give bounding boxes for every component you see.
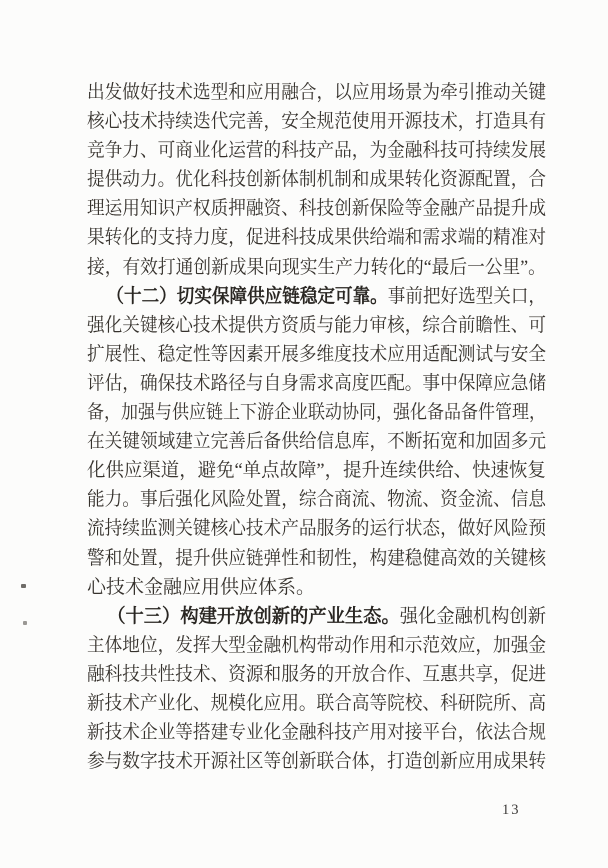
text-line bbox=[87, 107, 547, 136]
line-text: 强化关键核心技术提供方资质与能力审核，综合前瞻性、可 bbox=[87, 314, 547, 336]
text-line bbox=[87, 456, 546, 485]
line-text: 竞争力、可商业化运营的科技产品，为金融科技可持续发展 bbox=[87, 140, 547, 162]
line-text: 核心技术持续迭代完善，安全规范使用开源技术，打造具有 bbox=[87, 111, 547, 133]
text-line bbox=[87, 689, 547, 718]
line-text: 能力。事后强化风险处置，综合商流、物流、资金流、信息 bbox=[87, 489, 547, 511]
text-block bbox=[87, 78, 546, 776]
text-line bbox=[87, 718, 547, 747]
line-text: 扩展性、稳定性等因素开展多维度技术应用适配测试与安全 bbox=[87, 343, 547, 365]
section-heading: （十二）切实保障供应链稳定可靠。 bbox=[106, 285, 388, 307]
text-line bbox=[87, 223, 547, 252]
scan-speck bbox=[21, 584, 26, 588]
text-line bbox=[87, 136, 547, 165]
line-text: 事前把好选型关口， bbox=[387, 285, 547, 307]
text-line bbox=[87, 573, 546, 602]
text-line bbox=[87, 544, 547, 573]
paragraph-start-line bbox=[87, 282, 547, 311]
paragraph-start-line bbox=[87, 602, 547, 631]
text-line bbox=[87, 514, 547, 543]
line-text: 在关键领域建立完善后备供给信息库，不断拓宽和加固多元 bbox=[87, 431, 547, 453]
text-line bbox=[87, 253, 546, 282]
line-text: 化供应渠道，避免“单点故障”，提升连续供给、快速恢复 bbox=[87, 460, 546, 482]
text-line bbox=[87, 427, 547, 456]
text-line bbox=[87, 78, 547, 107]
text-line bbox=[87, 165, 547, 194]
line-text: 出发做好技术选型和应用融合，以应用场景为牵引推动关键 bbox=[87, 82, 547, 103]
line-text: 理运用知识产权质押融资、科技创新保险等金融产品提升成 bbox=[87, 198, 547, 220]
scan-speck bbox=[23, 621, 27, 625]
section-heading: （十三）构建开放创新的产业生态。 bbox=[107, 605, 400, 627]
text-line bbox=[87, 311, 547, 340]
text-line bbox=[87, 369, 547, 398]
line-text: 果转化的支持力度，促进科技成果供给端和需求端的精准对 bbox=[87, 227, 547, 249]
line-text: 提供动力。优化科技创新体制机制和成果转化资源配置，合 bbox=[87, 169, 547, 191]
line-text: 新技术产业化、规模化应用。联合高等院校、科研院所、高 bbox=[87, 692, 547, 714]
text-line bbox=[87, 485, 547, 514]
page-number: 13 bbox=[502, 802, 521, 818]
line-text: 警和处置，提升供应链弹性和韧性，构建稳健高效的关键核 bbox=[87, 547, 547, 569]
text-line bbox=[87, 398, 547, 427]
text-line bbox=[87, 194, 547, 223]
line-text: 接，有效打通创新成果向现实生产力转化的“最后一公里”。 bbox=[87, 256, 546, 278]
line-text: 评估，确保技术路径与自身需求高度匹配。事中保障应急储 bbox=[87, 372, 547, 394]
line-text: 流持续监测关键核心技术产品服务的运行状态，做好风险预 bbox=[87, 518, 547, 540]
line-text: 心技术金融应用供应体系。 bbox=[87, 576, 316, 598]
text-line bbox=[87, 747, 547, 776]
line-text: 备，加强与供应链上下游企业联动协同，强化备品备件管理， bbox=[87, 402, 547, 424]
line-text: 强化金融机构创新 bbox=[399, 605, 547, 627]
text-line bbox=[87, 340, 547, 369]
text-line bbox=[87, 631, 547, 660]
line-text: 新技术企业等搭建专业化金融科技产用对接平台，依法合规 bbox=[87, 722, 547, 744]
line-text: 融科技共性技术、资源和服务的开放合作、互惠共享，促进 bbox=[87, 663, 547, 685]
text-line bbox=[87, 660, 547, 689]
line-text: 参与数字技术开源社区等创新联合体，打造创新应用成果转 bbox=[87, 751, 547, 773]
line-text: 主体地位，发挥大型金融机构带动作用和示范效应，加强金 bbox=[87, 634, 547, 656]
